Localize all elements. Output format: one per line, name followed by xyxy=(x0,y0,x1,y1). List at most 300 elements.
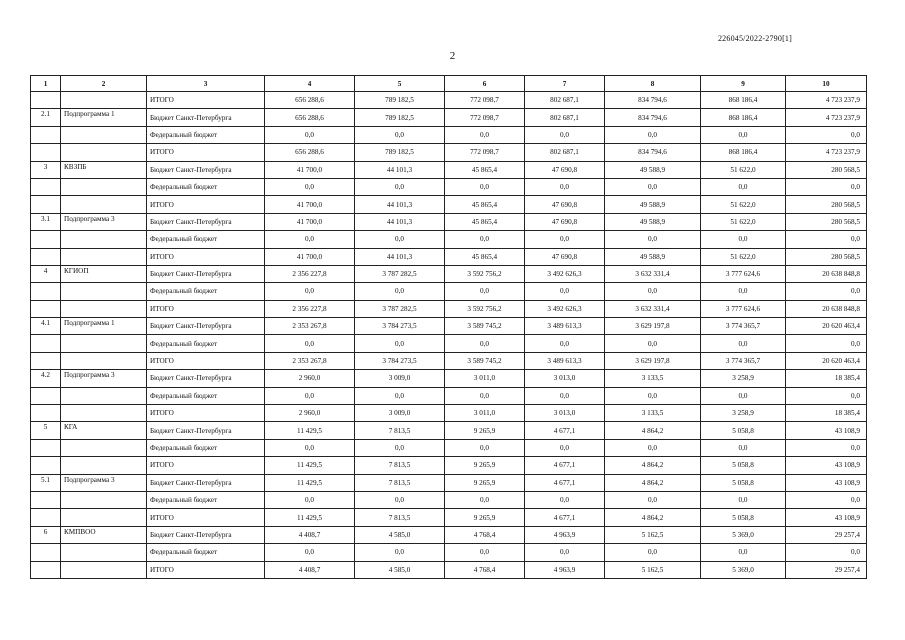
amount-cell: 789 182,5 xyxy=(355,92,445,109)
amount-cell: 51 622,0 xyxy=(701,248,786,265)
amount-cell: 868 186,4 xyxy=(701,109,786,126)
funding-source-cell: ИТОГО xyxy=(147,561,265,578)
amount-cell: 0,0 xyxy=(605,178,701,195)
column-header: 4 xyxy=(265,76,355,92)
amount-cell: 20 620 463,4 xyxy=(786,318,867,335)
funding-source-cell: ИТОГО xyxy=(147,405,265,422)
amount-cell: 5 162,5 xyxy=(605,526,701,543)
table-row xyxy=(31,231,867,248)
table-row xyxy=(31,213,867,230)
amount-cell: 45 865,4 xyxy=(445,196,525,213)
row-number-cell xyxy=(31,178,61,195)
row-number-cell xyxy=(31,144,61,161)
table-row xyxy=(31,422,867,439)
amount-cell: 0,0 xyxy=(355,387,445,404)
amount-cell: 0,0 xyxy=(701,491,786,508)
amount-cell: 0,0 xyxy=(265,283,355,300)
amount-cell: 4 864,2 xyxy=(605,422,701,439)
row-name-cell: Подпрограмма 1 xyxy=(61,109,147,126)
column-header: 6 xyxy=(445,76,525,92)
amount-cell: 0,0 xyxy=(786,231,867,248)
row-number-cell xyxy=(31,231,61,248)
amount-cell: 0,0 xyxy=(605,439,701,456)
amount-cell: 2 356 227,8 xyxy=(265,265,355,282)
row-name-cell xyxy=(61,92,147,109)
amount-cell: 0,0 xyxy=(605,491,701,508)
amount-cell: 0,0 xyxy=(265,491,355,508)
amount-cell: 3 013,0 xyxy=(525,370,605,387)
amount-cell: 0,0 xyxy=(701,126,786,143)
amount-cell: 0,0 xyxy=(355,439,445,456)
row-name-cell: КМПВОО xyxy=(61,526,147,543)
amount-cell: 3 011,0 xyxy=(445,370,525,387)
funding-source-cell: Бюджет Санкт-Петербурга xyxy=(147,213,265,230)
amount-cell: 0,0 xyxy=(355,491,445,508)
amount-cell: 0,0 xyxy=(525,387,605,404)
amount-cell: 0,0 xyxy=(786,126,867,143)
row-name-cell xyxy=(61,561,147,578)
amount-cell: 11 429,5 xyxy=(265,474,355,491)
amount-cell: 789 182,5 xyxy=(355,144,445,161)
amount-cell: 4 768,4 xyxy=(445,526,525,543)
row-name-cell xyxy=(61,457,147,474)
row-number-cell xyxy=(31,457,61,474)
table-row xyxy=(31,126,867,143)
amount-cell: 4 723 237,9 xyxy=(786,109,867,126)
amount-cell: 0,0 xyxy=(525,283,605,300)
amount-cell: 0,0 xyxy=(355,126,445,143)
amount-cell: 0,0 xyxy=(701,544,786,561)
amount-cell: 0,0 xyxy=(701,387,786,404)
amount-cell: 3 774 365,7 xyxy=(701,318,786,335)
amount-cell: 772 098,7 xyxy=(445,144,525,161)
amount-cell: 5 162,5 xyxy=(605,561,701,578)
row-number-cell xyxy=(31,387,61,404)
amount-cell: 0,0 xyxy=(605,283,701,300)
amount-cell: 3 492 626,3 xyxy=(525,265,605,282)
amount-cell: 2 960,0 xyxy=(265,405,355,422)
amount-cell: 4 677,1 xyxy=(525,474,605,491)
amount-cell: 5 058,8 xyxy=(701,457,786,474)
amount-cell: 3 787 282,5 xyxy=(355,300,445,317)
amount-cell: 3 133,5 xyxy=(605,405,701,422)
amount-cell: 11 429,5 xyxy=(265,509,355,526)
funding-source-cell: ИТОГО xyxy=(147,144,265,161)
table-row xyxy=(31,318,867,335)
row-number-cell: 3 xyxy=(31,161,61,178)
row-number-cell xyxy=(31,561,61,578)
funding-source-cell: Федеральный бюджет xyxy=(147,178,265,195)
amount-cell: 3 258,9 xyxy=(701,405,786,422)
row-name-cell xyxy=(61,352,147,369)
column-header: 5 xyxy=(355,76,445,92)
amount-cell: 0,0 xyxy=(605,544,701,561)
amount-cell: 0,0 xyxy=(265,439,355,456)
amount-cell: 45 865,4 xyxy=(445,213,525,230)
amount-cell: 0,0 xyxy=(605,387,701,404)
amount-cell: 2 960,0 xyxy=(265,370,355,387)
amount-cell: 20 638 848,8 xyxy=(786,265,867,282)
table-row xyxy=(31,92,867,109)
document-id: 226045/2022-2790[1] xyxy=(717,34,792,43)
amount-cell: 9 265,9 xyxy=(445,474,525,491)
amount-cell: 3 589 745,2 xyxy=(445,318,525,335)
column-header: 9 xyxy=(701,76,786,92)
amount-cell: 0,0 xyxy=(265,178,355,195)
amount-cell: 772 098,7 xyxy=(445,109,525,126)
amount-cell: 0,0 xyxy=(605,231,701,248)
amount-cell: 11 429,5 xyxy=(265,422,355,439)
funding-source-cell: Федеральный бюджет xyxy=(147,335,265,352)
column-header: 8 xyxy=(605,76,701,92)
amount-cell: 49 588,9 xyxy=(605,196,701,213)
amount-cell: 47 690,8 xyxy=(525,161,605,178)
amount-cell: 0,0 xyxy=(445,335,525,352)
table-row xyxy=(31,491,867,508)
budget-table xyxy=(30,75,867,579)
amount-cell: 280 568,5 xyxy=(786,248,867,265)
amount-cell: 29 257,4 xyxy=(786,526,867,543)
amount-cell: 3 632 331,4 xyxy=(605,265,701,282)
funding-source-cell: Бюджет Санкт-Петербурга xyxy=(147,370,265,387)
amount-cell: 4 864,2 xyxy=(605,474,701,491)
amount-cell: 0,0 xyxy=(701,178,786,195)
amount-cell: 868 186,4 xyxy=(701,144,786,161)
amount-cell: 47 690,8 xyxy=(525,213,605,230)
table-row xyxy=(31,178,867,195)
amount-cell: 656 288,6 xyxy=(265,144,355,161)
amount-cell: 3 009,0 xyxy=(355,405,445,422)
amount-cell: 0,0 xyxy=(265,387,355,404)
column-header: 3 xyxy=(147,76,265,92)
funding-source-cell: Федеральный бюджет xyxy=(147,387,265,404)
amount-cell: 0,0 xyxy=(355,231,445,248)
table-row xyxy=(31,526,867,543)
amount-cell: 656 288,6 xyxy=(265,92,355,109)
amount-cell: 49 588,9 xyxy=(605,213,701,230)
amount-cell: 2 353 267,8 xyxy=(265,318,355,335)
funding-source-cell: Бюджет Санкт-Петербурга xyxy=(147,526,265,543)
row-number-cell: 3.1 xyxy=(31,213,61,230)
amount-cell: 3 489 613,3 xyxy=(525,352,605,369)
amount-cell: 0,0 xyxy=(445,387,525,404)
row-name-cell xyxy=(61,544,147,561)
amount-cell: 0,0 xyxy=(701,231,786,248)
amount-cell: 7 813,5 xyxy=(355,509,445,526)
amount-cell: 3 777 624,6 xyxy=(701,265,786,282)
amount-cell: 656 288,6 xyxy=(265,109,355,126)
row-name-cell xyxy=(61,196,147,213)
row-name-cell xyxy=(61,248,147,265)
amount-cell: 0,0 xyxy=(605,126,701,143)
funding-source-cell: Бюджет Санкт-Петербурга xyxy=(147,318,265,335)
row-name-cell xyxy=(61,509,147,526)
row-number-cell: 5 xyxy=(31,422,61,439)
amount-cell: 41 700,0 xyxy=(265,248,355,265)
amount-cell: 3 774 365,7 xyxy=(701,352,786,369)
amount-cell: 45 865,4 xyxy=(445,248,525,265)
amount-cell: 3 489 613,3 xyxy=(525,318,605,335)
row-name-cell: Подпрограмма 3 xyxy=(61,213,147,230)
amount-cell: 0,0 xyxy=(445,439,525,456)
amount-cell: 0,0 xyxy=(265,544,355,561)
funding-source-cell: ИТОГО xyxy=(147,457,265,474)
row-number-cell xyxy=(31,300,61,317)
funding-source-cell: Бюджет Санкт-Петербурга xyxy=(147,265,265,282)
row-name-cell xyxy=(61,178,147,195)
row-number-cell: 6 xyxy=(31,526,61,543)
row-number-cell: 5.1 xyxy=(31,474,61,491)
amount-cell: 4 408,7 xyxy=(265,526,355,543)
row-name-cell xyxy=(61,387,147,404)
amount-cell: 4 677,1 xyxy=(525,422,605,439)
table-row xyxy=(31,248,867,265)
table-row xyxy=(31,109,867,126)
amount-cell: 3 629 197,8 xyxy=(605,318,701,335)
funding-source-cell: ИТОГО xyxy=(147,92,265,109)
table-row xyxy=(31,544,867,561)
row-number-cell xyxy=(31,283,61,300)
amount-cell: 868 186,4 xyxy=(701,92,786,109)
funding-source-cell: Федеральный бюджет xyxy=(147,126,265,143)
amount-cell: 41 700,0 xyxy=(265,196,355,213)
amount-cell: 834 794,6 xyxy=(605,144,701,161)
table-body xyxy=(31,92,867,579)
amount-cell: 18 385,4 xyxy=(786,370,867,387)
row-number-cell: 4.2 xyxy=(31,370,61,387)
amount-cell: 51 622,0 xyxy=(701,161,786,178)
row-number-cell xyxy=(31,335,61,352)
row-number-cell: 2.1 xyxy=(31,109,61,126)
amount-cell: 5 369,0 xyxy=(701,526,786,543)
amount-cell: 44 101,3 xyxy=(355,213,445,230)
row-number-cell xyxy=(31,405,61,422)
amount-cell: 47 690,8 xyxy=(525,196,605,213)
row-name-cell: КВЗПБ xyxy=(61,161,147,178)
amount-cell: 0,0 xyxy=(701,335,786,352)
row-name-cell: Подпрограмма 1 xyxy=(61,318,147,335)
amount-cell: 0,0 xyxy=(525,178,605,195)
funding-source-cell: ИТОГО xyxy=(147,300,265,317)
amount-cell: 772 098,7 xyxy=(445,92,525,109)
amount-cell: 802 687,1 xyxy=(525,144,605,161)
amount-cell: 51 622,0 xyxy=(701,213,786,230)
row-name-cell xyxy=(61,283,147,300)
amount-cell: 7 813,5 xyxy=(355,474,445,491)
amount-cell: 4 585,0 xyxy=(355,561,445,578)
amount-cell: 3 592 756,2 xyxy=(445,300,525,317)
amount-cell: 7 813,5 xyxy=(355,457,445,474)
amount-cell: 0,0 xyxy=(786,544,867,561)
amount-cell: 0,0 xyxy=(786,387,867,404)
funding-source-cell: Федеральный бюджет xyxy=(147,491,265,508)
amount-cell: 9 265,9 xyxy=(445,457,525,474)
table-row xyxy=(31,457,867,474)
row-name-cell xyxy=(61,439,147,456)
amount-cell: 0,0 xyxy=(445,283,525,300)
amount-cell: 0,0 xyxy=(701,439,786,456)
amount-cell: 3 632 331,4 xyxy=(605,300,701,317)
row-number-cell xyxy=(31,544,61,561)
funding-source-cell: ИТОГО xyxy=(147,509,265,526)
amount-cell: 280 568,5 xyxy=(786,161,867,178)
amount-cell: 44 101,3 xyxy=(355,248,445,265)
amount-cell: 20 638 848,8 xyxy=(786,300,867,317)
row-number-cell xyxy=(31,92,61,109)
funding-source-cell: ИТОГО xyxy=(147,352,265,369)
amount-cell: 29 257,4 xyxy=(786,561,867,578)
amount-cell: 0,0 xyxy=(525,335,605,352)
amount-cell: 0,0 xyxy=(355,335,445,352)
amount-cell: 44 101,3 xyxy=(355,196,445,213)
column-header: 10 xyxy=(786,76,867,92)
amount-cell: 0,0 xyxy=(265,231,355,248)
table-row xyxy=(31,283,867,300)
funding-source-cell: Бюджет Санкт-Петербурга xyxy=(147,422,265,439)
amount-cell: 0,0 xyxy=(786,491,867,508)
row-number-cell xyxy=(31,509,61,526)
amount-cell: 834 794,6 xyxy=(605,109,701,126)
row-number-cell: 4 xyxy=(31,265,61,282)
amount-cell: 3 011,0 xyxy=(445,405,525,422)
amount-cell: 4 677,1 xyxy=(525,509,605,526)
amount-cell: 43 108,9 xyxy=(786,422,867,439)
table-row xyxy=(31,474,867,491)
amount-cell: 41 700,0 xyxy=(265,213,355,230)
amount-cell: 0,0 xyxy=(701,283,786,300)
amount-cell: 2 353 267,8 xyxy=(265,352,355,369)
amount-cell: 0,0 xyxy=(786,178,867,195)
funding-source-cell: Федеральный бюджет xyxy=(147,231,265,248)
amount-cell: 44 101,3 xyxy=(355,161,445,178)
amount-cell: 3 777 624,6 xyxy=(701,300,786,317)
amount-cell: 9 265,9 xyxy=(445,509,525,526)
row-name-cell xyxy=(61,144,147,161)
amount-cell: 4 723 237,9 xyxy=(786,144,867,161)
amount-cell: 43 108,9 xyxy=(786,457,867,474)
amount-cell: 4 768,4 xyxy=(445,561,525,578)
amount-cell: 3 492 626,3 xyxy=(525,300,605,317)
amount-cell: 0,0 xyxy=(786,439,867,456)
amount-cell: 3 013,0 xyxy=(525,405,605,422)
amount-cell: 0,0 xyxy=(525,491,605,508)
amount-cell: 0,0 xyxy=(355,178,445,195)
table-row xyxy=(31,509,867,526)
amount-cell: 5 058,8 xyxy=(701,509,786,526)
amount-cell: 0,0 xyxy=(525,231,605,248)
row-name-cell: Подпрограмма 3 xyxy=(61,474,147,491)
amount-cell: 3 592 756,2 xyxy=(445,265,525,282)
amount-cell: 4 408,7 xyxy=(265,561,355,578)
amount-cell: 0,0 xyxy=(525,439,605,456)
amount-cell: 802 687,1 xyxy=(525,109,605,126)
amount-cell: 0,0 xyxy=(355,283,445,300)
funding-source-cell: ИТОГО xyxy=(147,248,265,265)
amount-cell: 834 794,6 xyxy=(605,92,701,109)
table-row xyxy=(31,352,867,369)
row-name-cell: КГИОП xyxy=(61,265,147,282)
amount-cell: 5 058,8 xyxy=(701,422,786,439)
amount-cell: 11 429,5 xyxy=(265,457,355,474)
funding-source-cell: Бюджет Санкт-Петербурга xyxy=(147,161,265,178)
amount-cell: 18 385,4 xyxy=(786,405,867,422)
amount-cell: 9 265,9 xyxy=(445,422,525,439)
amount-cell: 3 133,5 xyxy=(605,370,701,387)
amount-cell: 2 356 227,8 xyxy=(265,300,355,317)
amount-cell: 45 865,4 xyxy=(445,161,525,178)
amount-cell: 4 864,2 xyxy=(605,457,701,474)
table-row xyxy=(31,161,867,178)
funding-source-cell: Бюджет Санкт-Петербурга xyxy=(147,109,265,126)
page-number: 2 xyxy=(449,50,456,62)
amount-cell: 4 864,2 xyxy=(605,509,701,526)
amount-cell: 280 568,5 xyxy=(786,196,867,213)
amount-cell: 0,0 xyxy=(445,491,525,508)
table-row xyxy=(31,405,867,422)
amount-cell: 0,0 xyxy=(445,178,525,195)
row-number-cell xyxy=(31,196,61,213)
row-number-cell xyxy=(31,248,61,265)
funding-source-cell: Федеральный бюджет xyxy=(147,544,265,561)
amount-cell: 802 687,1 xyxy=(525,92,605,109)
amount-cell: 0,0 xyxy=(265,126,355,143)
amount-cell: 3 589 745,2 xyxy=(445,352,525,369)
amount-cell: 0,0 xyxy=(525,544,605,561)
row-number-cell xyxy=(31,439,61,456)
amount-cell: 43 108,9 xyxy=(786,509,867,526)
table-row xyxy=(31,439,867,456)
row-number-cell xyxy=(31,491,61,508)
amount-cell: 0,0 xyxy=(445,544,525,561)
amount-cell: 4 963,9 xyxy=(525,526,605,543)
amount-cell: 0,0 xyxy=(786,335,867,352)
row-number-cell: 4.1 xyxy=(31,318,61,335)
amount-cell: 3 629 197,8 xyxy=(605,352,701,369)
row-name-cell xyxy=(61,491,147,508)
row-name-cell: КГА xyxy=(61,422,147,439)
table-row xyxy=(31,265,867,282)
funding-source-cell: Федеральный бюджет xyxy=(147,439,265,456)
table-row xyxy=(31,335,867,352)
table-row xyxy=(31,196,867,213)
amount-cell: 789 182,5 xyxy=(355,109,445,126)
row-number-cell xyxy=(31,352,61,369)
amount-cell: 4 677,1 xyxy=(525,457,605,474)
table-row xyxy=(31,561,867,578)
amount-cell: 49 588,9 xyxy=(605,161,701,178)
amount-cell: 5 369,0 xyxy=(701,561,786,578)
amount-cell: 3 784 273,5 xyxy=(355,352,445,369)
amount-cell: 7 813,5 xyxy=(355,422,445,439)
amount-cell: 4 963,9 xyxy=(525,561,605,578)
row-name-cell xyxy=(61,405,147,422)
amount-cell: 0,0 xyxy=(786,283,867,300)
amount-cell: 51 622,0 xyxy=(701,196,786,213)
row-number-cell xyxy=(31,126,61,143)
amount-cell: 0,0 xyxy=(355,544,445,561)
funding-source-cell: Федеральный бюджет xyxy=(147,283,265,300)
amount-cell: 0,0 xyxy=(445,126,525,143)
amount-cell: 3 787 282,5 xyxy=(355,265,445,282)
amount-cell: 280 568,5 xyxy=(786,213,867,230)
column-header: 1 xyxy=(31,76,61,92)
amount-cell: 41 700,0 xyxy=(265,161,355,178)
amount-cell: 49 588,9 xyxy=(605,248,701,265)
amount-cell: 43 108,9 xyxy=(786,474,867,491)
row-name-cell xyxy=(61,231,147,248)
column-header: 7 xyxy=(525,76,605,92)
table-row xyxy=(31,300,867,317)
